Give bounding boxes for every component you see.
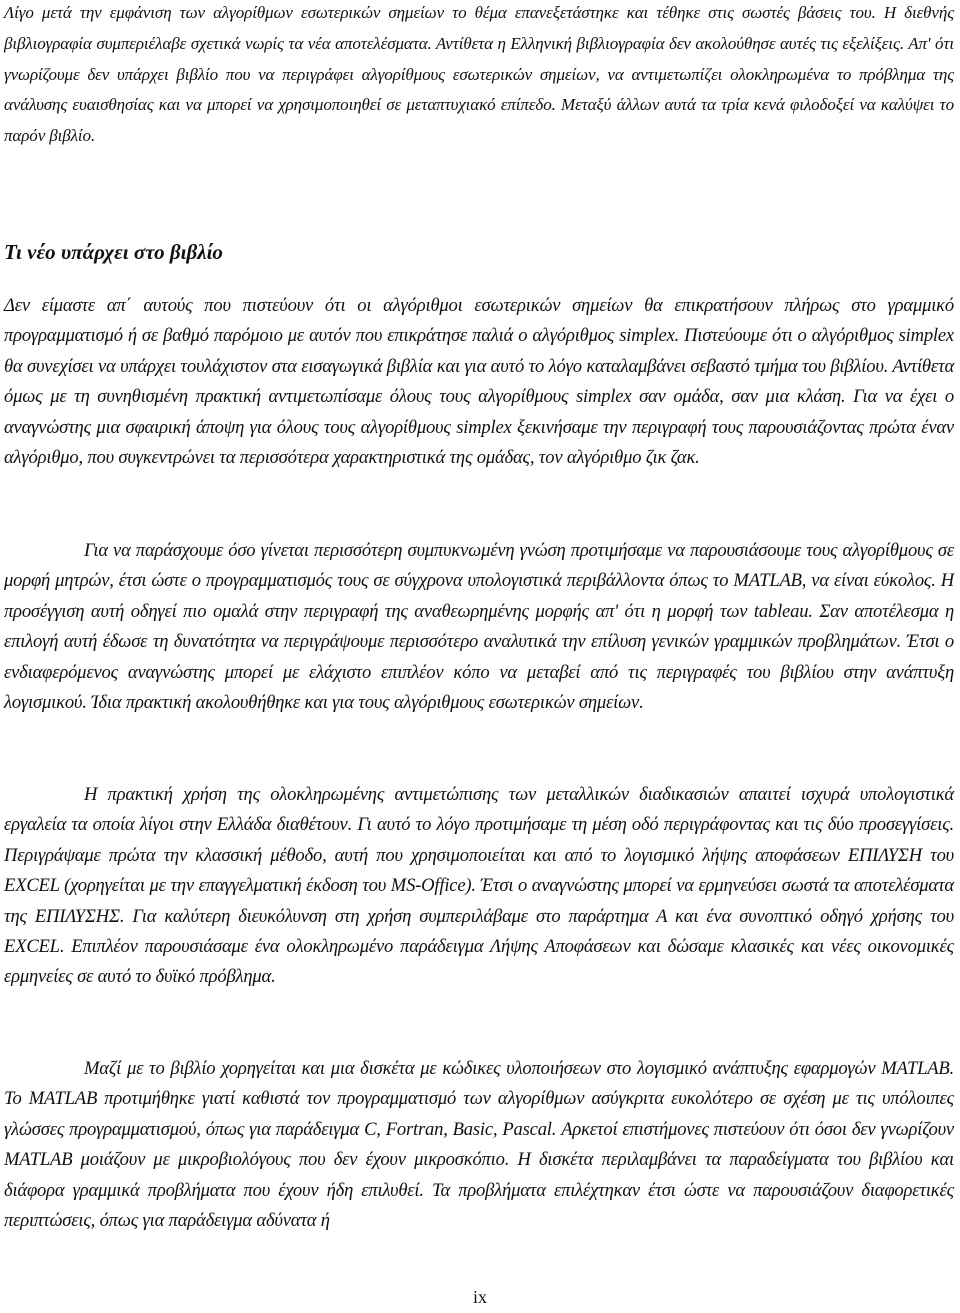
body-paragraph: Δεν είμαστε απ΄ αυτούς που πιστεύουν ότι οι αλγόριθμοι εσωτερικών σημείων θα επικρατήσουν πλήρως στο γραμμικό προγραμματισμό ή σε βαθμό παρόμοιο με αυτόν που επικράτησε παλιά ο αλγόριθμος simplex. Πιστεύουμε ότι ο αλγόριθμος simplex θα συνεχίσει να υπάρχει τουλάχιστον στα εισαγωγικά βιβλία και για αυτό το λόγο καταλαμβάνει σεβαστό τμήμα του βιβλίου. Αντίθετα όμως με τη συνηθισμένη πρακτική αντιμετωπίσαμε όλους τους αλγορίθμους simplex σαν ομάδα, σαν μια κλάση. Για να έχει ο αναγνώστης μια σφαιρική άποψη για όλους τους αλγορίθμους simplex ξεκινήσαμε την περιγραφή τους παρουσιάζοντας πρώτα έναν αλγόριθμο, που συγκεντρώνει τα περισσότερα χαρακτηριστικά της ομάδας, τον αλγόριθμο ζικ ζακ. [4, 295, 954, 469]
body-paragraph: Μαζί με το βιβλίο χορηγείται και μια δισκέτα με κώδικες υλοποιήσεων στο λογισμικό ανάπτυξης εφαρμογών MATLAB. Το MATLAB προτιμήθηκε γιατί καθιστά τον προγραμματισμό των αλγορίθμων ασύγκριτα ευκολότερο σε σχέση με τις υπόλοιπες γλώσσες προγραμματισμού, όπως για παράδειγμα C, Fortran, Basic, Pascal. Αρκετοί επιστήμονες πιστεύουν ότι όσοι δεν γνωρίζουν MATLAB μοιάζουν με μικροβιολόγους που δεν έχουν μικροσκόπιο. Η δισκέτα περιλαμβάνει τα παραδείγματα του βιβλίου και διάφορα γραμμικά προβλήματα που έχουν ήδη επιλυθεί. Τα προβλήματα επιλέχτηκαν έτσι ώστε να παρουσιάζουν διαφορετικές περιπτώσεις, όπως για παράδειγμα αδύνατα ή [4, 1058, 954, 1232]
intro-paragraph: Λίγο μετά την εμφάνιση των αλγορίθμων εσωτερικών σημείων το θέμα επανεξετάστηκε και τέθηκε στις σωστές βάσεις του. Η διεθνής βιβλιογραφία συμπεριέλαβε σχετικά νωρίς τα νέα αποτελέσματα. Αντίθετα η Ελληνική βιβλιογραφία δεν ακολούθησε αυτές τις εξελίξεις. Απ' ότι γνωρίζουμε δεν υπάρχει βιβλίο που να περιγράφει αλγορίθμους εσωτερικών σημείων, να αντιμετωπίζει ολοκληρωμένα το πρόβλημα της ανάλυσης ευαισθησίας και να μπορεί να χρησιμοποιηθεί σε μεταπτυχιακό επίπεδο. Μεταξύ άλλων αυτά τα τρία κενά φιλοδοξεί να καλύψει το παρόν βιβλίο. [4, 3, 954, 146]
body-paragraph: Η πρακτική χρήση της ολοκληρωμένης αντιμετώπισης των μεταλλικών διαδικασιών απαιτεί ισχυρά υπολογιστικά εργαλεία τα οποία λίγοι στην Ελλάδα διαθέτουν. Γι αυτό το λόγο προτιμήσαμε τη μέση οδό περιγράφοντας και τις δύο προσεγγίσεις. Περιγράψαμε πρώτα την κλασσική μέθοδο, αυτή που χρησιμοποιείται και από το λογισμικό λήψης αποφάσεων ΕΠΙΛΥΣΗ του EXCEL (χορηγείται με την επαγγελματική έκδοση του MS-Office). Έτσι ο αναγνώστης μπορεί να ερμηνεύσει σωστά τα αποτελέσματα της ΕΠΙΛΥΣΗΣ. Για καλύτερη διευκόλυνση στη χρήση συμπεριλάβαμε στο παράρτημα Α και ένα συνοπτικό οδηγό χρήσης του EXCEL. Επιπλέον παρουσιάσαμε ένα ολοκληρωμένο παράδειγμα Λήψης Αποφάσεων και δώσαμε κλασικές και νέες οικονομικές ερμηνείες σε αυτό το δυϊκό πρόβλημα. [4, 784, 954, 988]
page-number: ix [472, 1287, 487, 1307]
section-heading: Τι νέο υπάρχει στο βιβλίο [4, 240, 223, 264]
body-paragraph: Για να παράσχουμε όσο γίνεται περισσότερη συμπυκνωμένη γνώση προτιμήσαμε να παρουσιάσουμε τους αλγορίθμους σε μορφή μητρών, έτσι ώστε ο προγραμματισμός τους σε σύγχρονα υπολογιστικά περιβάλλοντα όπως το MATLAB, να είναι εύκολος. Η προσέγγιση αυτή οδηγεί πιο ομαλά στην περιγραφή της αναθεωρημένης μορφής απ' ότι η μορφή των tableau. Σαν αποτέλεσμα η επιλογή αυτή έδωσε τη δυνατότητα να περιγράψουμε περισσότερο αναλυτικά την επίλυση γενικών γραμμικών προβλημάτων. Έτσι ο ενδιαφερόμενος αναγνώστης μπορεί με ελάχιστο επιπλέον κόπο να μεταβεί από τις περιγραφές του βιβλίου στην ανάπτυξη λογισμικού. Ίδια πρακτική ακολουθήθηκε και για τους αλγόριθμους εσωτερικών σημείων. [4, 540, 954, 714]
